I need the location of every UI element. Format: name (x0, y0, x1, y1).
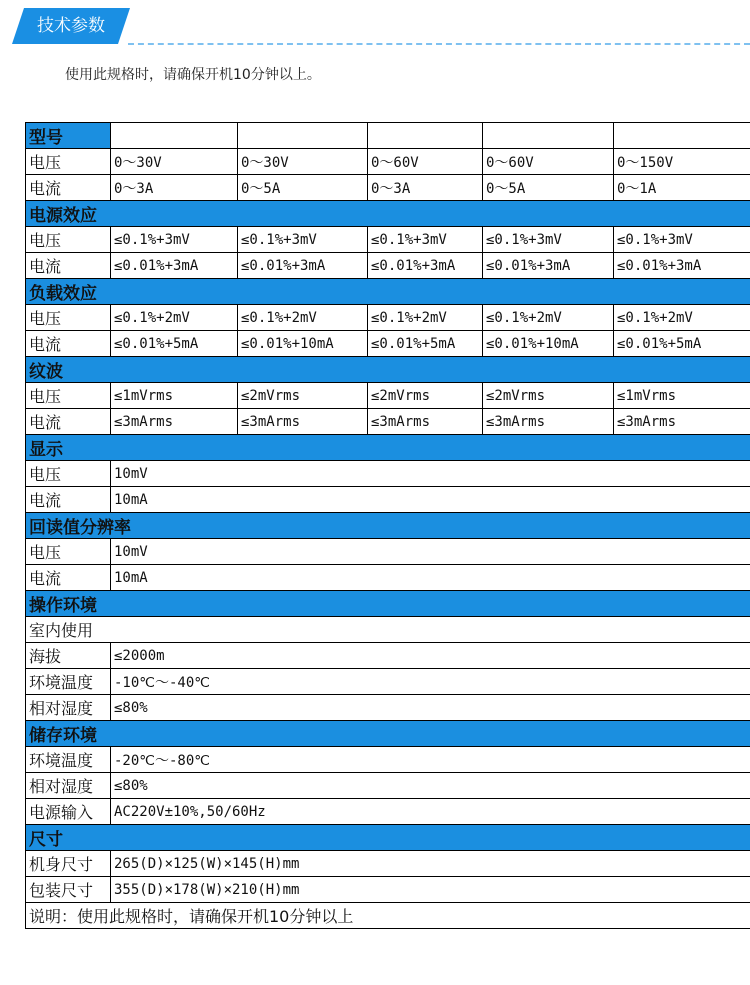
table-row (26, 305, 750, 331)
row-label: 海拔 (26, 643, 111, 669)
table-cell: 10mA (111, 565, 750, 591)
row-label: 电压 (26, 227, 111, 253)
table-cell: -20℃～-80℃ (111, 747, 750, 773)
row-label: 电压 (26, 383, 111, 409)
row-label: 包装尺寸 (26, 877, 111, 903)
table-cell: ≤0.1%+2mV (111, 305, 238, 331)
row-label: 电流 (26, 409, 111, 435)
section-heading: 显示 (26, 435, 750, 461)
usage-notice: 使用此规格时，请确保开机10分钟以上。 (65, 67, 321, 83)
section-row (26, 201, 750, 227)
table-cell: ≤0.01%+3mA (238, 253, 368, 279)
table-cell: ≤0.01%+3mA (111, 253, 238, 279)
section-row (26, 513, 750, 539)
table-cell: 0～150V (614, 149, 750, 175)
model-cell (614, 123, 750, 149)
table-row (26, 227, 750, 253)
table-row (26, 487, 750, 513)
table-cell: ≤0.01%+5mA (368, 331, 483, 357)
section-row (26, 825, 750, 851)
table-row (26, 461, 750, 487)
table-row (26, 123, 750, 149)
table-row (26, 695, 750, 721)
table-cell: ≤80% (111, 773, 750, 799)
model-cell (368, 123, 483, 149)
table-row (26, 149, 750, 175)
row-label: 电压 (26, 149, 111, 175)
table-cell: 355(D)×178(W)×210(H)mm (111, 877, 750, 903)
row-label: 电流 (26, 487, 111, 513)
table-cell: ≤0.01%+10mA (483, 331, 614, 357)
table-cell: ≤0.1%+3mV (483, 227, 614, 253)
table-cell: 0～3A (111, 175, 238, 201)
table-cell: ≤2mVrms (238, 383, 368, 409)
row-label: 电压 (26, 539, 111, 565)
table-cell: 0～1A (614, 175, 750, 201)
table-row (26, 747, 750, 773)
row-label: 环境温度 (26, 747, 111, 773)
table-row (26, 903, 750, 929)
table-cell: -10℃～-40℃ (111, 669, 750, 695)
table-cell: ≤0.1%+3mV (111, 227, 238, 253)
table-cell: 265(D)×125(W)×145(H)mm (111, 851, 750, 877)
table-row (26, 409, 750, 435)
row-label: 电源输入 (26, 799, 111, 825)
table-row (26, 799, 750, 825)
table-row (26, 851, 750, 877)
table-cell: ≤0.01%+10mA (238, 331, 368, 357)
table-row (26, 539, 750, 565)
header-divider (128, 43, 750, 45)
row-label: 机身尺寸 (26, 851, 111, 877)
row-label: 相对湿度 (26, 695, 111, 721)
row-label: 电流 (26, 253, 111, 279)
table-cell: AC220V±10%,50/60Hz (111, 799, 750, 825)
table-cell: ≤0.01%+5mA (111, 331, 238, 357)
row-label: 电流 (26, 331, 111, 357)
table-cell: ≤0.1%+3mV (368, 227, 483, 253)
table-row (26, 669, 750, 695)
table-cell: ≤3mArms (111, 409, 238, 435)
table-cell: ≤2mVrms (483, 383, 614, 409)
section-heading: 纹波 (26, 357, 750, 383)
table-cell: 0～5A (238, 175, 368, 201)
row-label: 环境温度 (26, 669, 111, 695)
table-cell: 0～30V (238, 149, 368, 175)
table-row (26, 773, 750, 799)
table-row (26, 643, 750, 669)
table-cell: ≤0.1%+3mV (238, 227, 368, 253)
table-cell: ≤2000m (111, 643, 750, 669)
row-label: 电流 (26, 175, 111, 201)
table-row (26, 565, 750, 591)
row-label: 电压 (26, 305, 111, 331)
table-row (26, 331, 750, 357)
section-heading: 电源效应 (26, 201, 750, 227)
table-cell: ≤0.1%+2mV (614, 305, 750, 331)
section-row (26, 279, 750, 305)
table-cell: 0～60V (483, 149, 614, 175)
table-cell: 0～3A (368, 175, 483, 201)
table-cell: ≤1mVrms (111, 383, 238, 409)
table-cell: ≤80% (111, 695, 750, 721)
row-label: 相对湿度 (26, 773, 111, 799)
table-cell: 0～5A (483, 175, 614, 201)
table-cell: ≤3mArms (368, 409, 483, 435)
table-cell: ≤0.01%+5mA (614, 331, 750, 357)
spec-table (25, 122, 750, 929)
footnote: 说明：使用此规格时，请确保开机10分钟以上 (26, 903, 750, 929)
table-cell: 10mV (111, 539, 750, 565)
model-cell (238, 123, 368, 149)
table-row (26, 877, 750, 903)
table-cell: ≤0.01%+3mA (368, 253, 483, 279)
section-heading: 尺寸 (26, 825, 750, 851)
table-cell: ≤3mArms (614, 409, 750, 435)
section-heading: 操作环境 (26, 591, 750, 617)
section-heading: 回读值分辨率 (26, 513, 750, 539)
table-row (26, 617, 750, 643)
table-cell: ≤0.1%+2mV (483, 305, 614, 331)
table-cell: ≤0.1%+2mV (238, 305, 368, 331)
table-row (26, 383, 750, 409)
table-row (26, 253, 750, 279)
table-cell: ≤0.1%+2mV (368, 305, 483, 331)
section-row (26, 435, 750, 461)
table-cell: 10mA (111, 487, 750, 513)
table-cell: ≤3mArms (238, 409, 368, 435)
section-row (26, 721, 750, 747)
table-cell: ≤0.01%+3mA (614, 253, 750, 279)
model-cell (483, 123, 614, 149)
table-cell: 0～30V (111, 149, 238, 175)
row-label: 电压 (26, 461, 111, 487)
table-cell: ≤2mVrms (368, 383, 483, 409)
table-cell: 0～60V (368, 149, 483, 175)
section-row (26, 591, 750, 617)
model-cell (111, 123, 238, 149)
table-cell: ≤1mVrms (614, 383, 750, 409)
section-title: 技术参数 (37, 16, 105, 36)
table-cell: ≤0.1%+3mV (614, 227, 750, 253)
row-label: 电流 (26, 565, 111, 591)
table-cell: ≤0.01%+3mA (483, 253, 614, 279)
table-cell: ≤3mArms (483, 409, 614, 435)
model-label: 型号 (26, 123, 111, 149)
row-label: 室内使用 (26, 617, 750, 643)
table-row (26, 175, 750, 201)
section-row (26, 357, 750, 383)
section-heading: 储存环境 (26, 721, 750, 747)
table-cell: 10mV (111, 461, 750, 487)
section-heading: 负载效应 (26, 279, 750, 305)
